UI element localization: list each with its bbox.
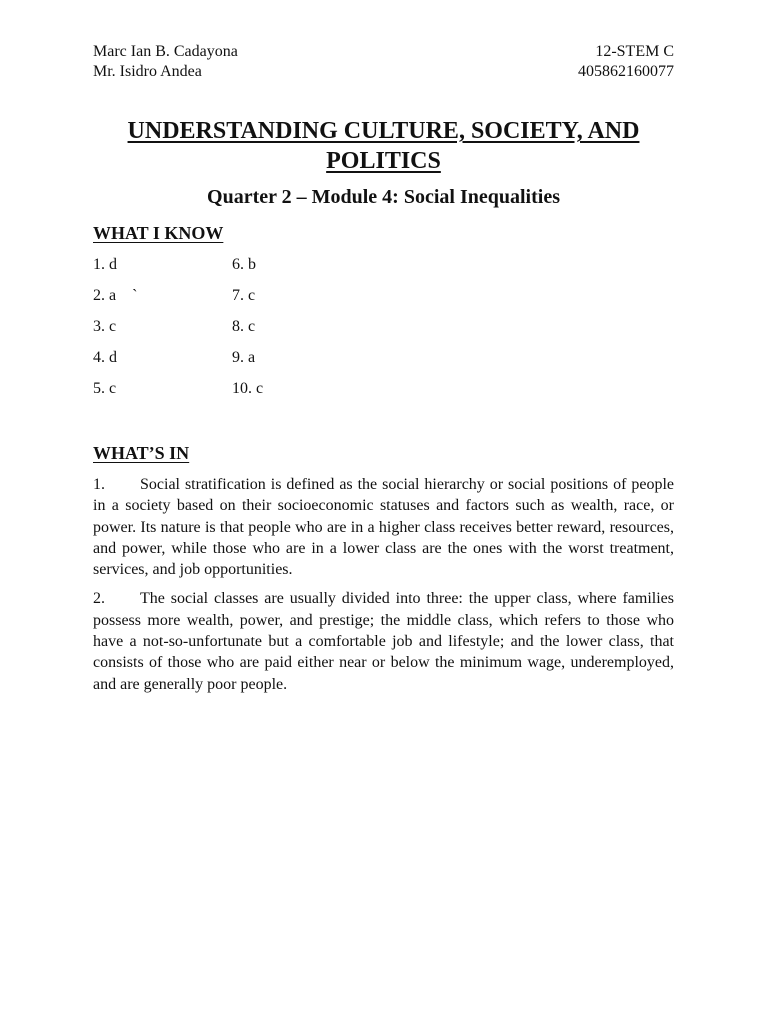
paragraph-text: Social stratification is defined as the social hierarchy or social positions of people in a society based on their socioeconomic statuses and factors such as wealth, race, or power. Its nature is that people who are in a higher class receives better reward, resources, and power, while those who are in a lower class are the ones with the worst treatment, services, and job opportunities. [93, 476, 674, 579]
what-i-know-heading: WHAT I KNOW [93, 223, 224, 243]
paragraph-text: The social classes are usually divided into three: the upper class, where families possess more wealth, power, and prestige; the middle class, which refers to those who have a not-so-unfortunate but a comfortable job and lifestyle; and the lower class, that consists of those who are paid either near or below the minimum wage, underemployed, and are generally poor people. [93, 590, 674, 693]
paragraph-number: 1. [93, 476, 105, 493]
answer-item-1: 1. d [93, 256, 117, 273]
header-row-2 [93, 62, 674, 82]
module-subtitle: Quarter 2 – Module 4: Social Inequalities [207, 186, 560, 208]
class-section: 12-STEM C [595, 43, 674, 60]
whats-in-heading: WHAT’S IN [93, 443, 190, 463]
id-number: 405862160077 [578, 63, 674, 80]
answer-item-7: 7. c [232, 287, 256, 304]
answer-item-10: 10. c [232, 380, 264, 397]
answer-item-9: 9. a [232, 349, 256, 366]
document-title: UNDERSTANDING CULTURE, SOCIETY, AND POLITICS [127, 118, 640, 174]
answer-key [93, 254, 674, 400]
header-row-1 [93, 42, 674, 62]
teacher-name: Mr. Isidro Andea [93, 63, 202, 80]
paragraph-number: 2. [93, 590, 105, 608]
document-page [93, 42, 674, 695]
answer-item-3: 3. c [93, 318, 117, 335]
student-name: Marc Ian B. Cadayona [93, 43, 238, 60]
answer-item-4: 4. d [93, 349, 117, 366]
whats-in-paragraph-2 [93, 588, 674, 694]
answer-item-2: 2. a ` [93, 287, 138, 304]
answer-item-8: 8. c [232, 318, 256, 335]
answer-item-6: 6. b [232, 256, 256, 273]
answer-item-5: 5. c [93, 380, 117, 397]
whats-in-paragraph-1 [93, 474, 674, 580]
